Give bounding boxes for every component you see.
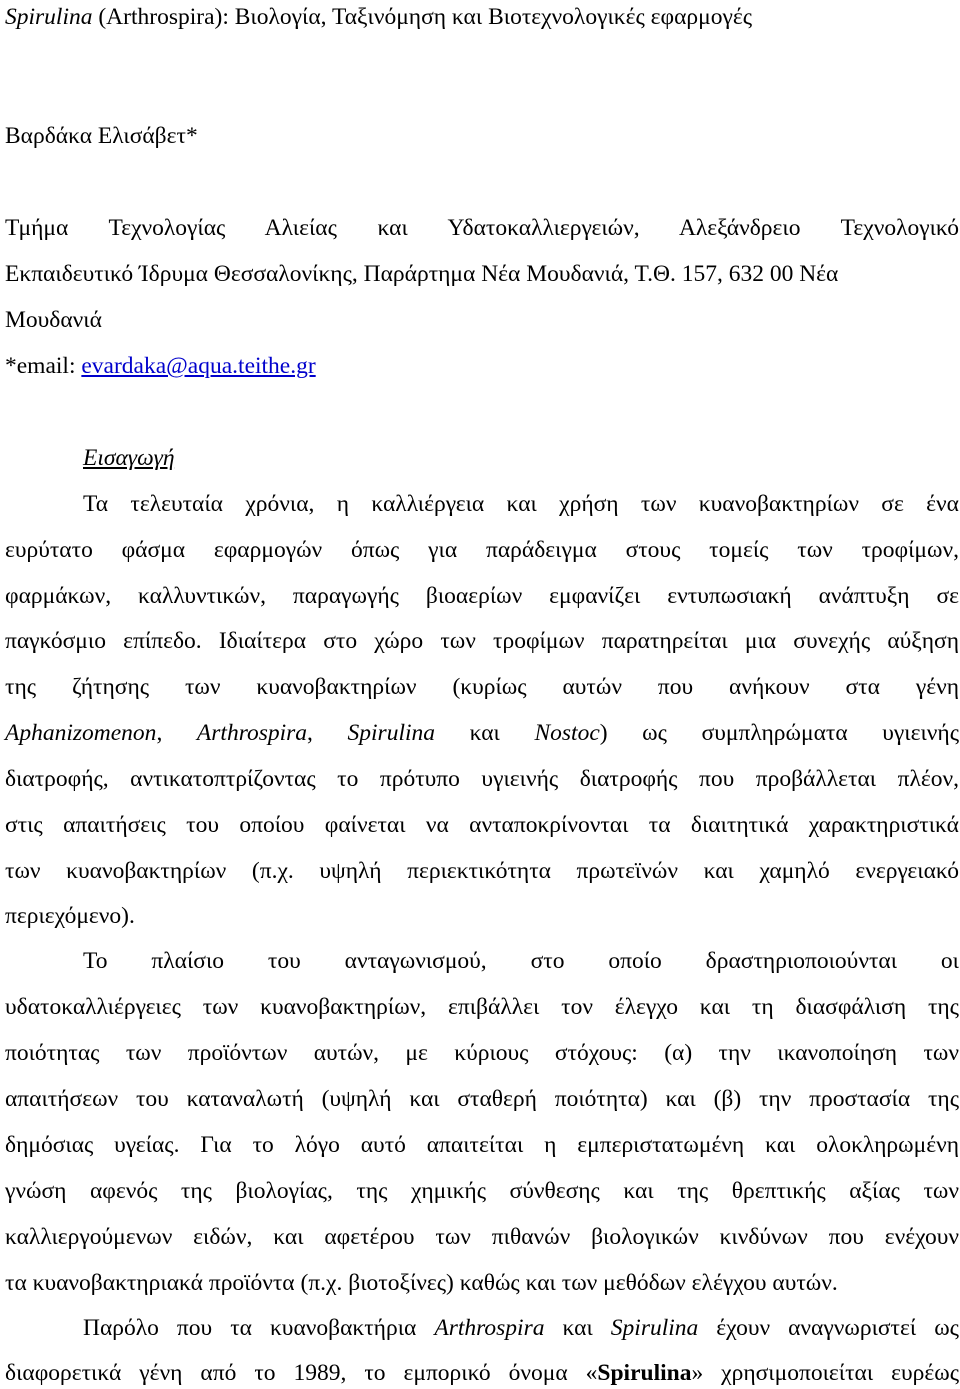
p2-line-5: δημόσιας υγείας. Για το λόγο αυτό απαιτείται η εμπεριστατωμένη και ολοκληρωμένη	[5, 1132, 959, 1158]
p1-line-6	[5, 718, 959, 748]
p2-line-4: απαιτήσεων του καταναλωτή (υψηλή και σταθερή ποιότητα) και (β) την προστασία της	[5, 1086, 959, 1112]
genus-arthrospira: Arthrospira	[434, 1315, 545, 1341]
p2-line-2: υδατοκαλλιέργειες των κυανοβακτηρίων, επιβάλλει τον έλεγχο και τη διασφάλιση της	[5, 994, 959, 1020]
p1-line-1: Τα τελευταία χρόνια, η καλλιέργεια και χρήση των κυανοβακτηρίων σε ένα	[83, 491, 959, 517]
section-heading-text: Εισαγωγή	[83, 445, 175, 471]
email-label: *email:	[5, 353, 82, 379]
p1-line-7: διατροφής, αντικατοπτρίζοντας το πρότυπο υγιεινής διατροφής που προβάλλεται πλέον,	[5, 766, 959, 792]
p1-line-8: στις απαιτήσεις του οποίου φαίνεται να ανταποκρίνονται τα διαιτητικά χαρακτηριστικά	[5, 812, 959, 838]
p1-line-3: φαρμάκων, καλλυντικών, παραγωγής βιοαερίων εμφανίζει εντυπωσιακή ανάπτυξη σε	[5, 583, 959, 609]
email-line	[5, 351, 316, 381]
p1-line-5: της ζήτησης των κυανοβακτηρίων (κυρίως αυτών που ανήκουν στα γένη	[5, 674, 959, 700]
paper-title	[5, 2, 752, 32]
text-run: έχουν αναγνωριστεί ως	[698, 1315, 959, 1341]
p1-line-10: περιεχόμενο).	[5, 903, 135, 929]
genus-nostoc: Nostoc	[534, 720, 600, 746]
p1-line-9: των κυανοβακτηρίων (π.χ. υψηλή περιεκτικότητα πρωτεϊνών και χαμηλό ενεργειακό	[5, 858, 959, 884]
p2-line-1: Το πλαίσιο του ανταγωνισμού, στο οποίο δραστηριοποιούνται οι	[83, 948, 959, 974]
trade-name-spirulina: Spirulina	[597, 1360, 692, 1386]
text-run: » χρησιμοποιείται ευρέως	[691, 1360, 959, 1386]
genus-arthrospira: Arthrospira	[196, 720, 308, 746]
title-rest: (Arthrospira): Βιολογία, Ταξινόμηση και Βιοτεχνολογικές εφαρμογές	[92, 4, 753, 30]
p2-line-7: καλλιεργούμενων ειδών, και αφετέρου των πιθανών βιολογικών κινδύνων που ενέχουν	[5, 1224, 959, 1250]
p2-line-3: ποιότητας των προϊόντων αυτών, με κύριους στόχους: (α) την ικανοποίηση των	[5, 1040, 959, 1066]
title-genus: Spirulina	[5, 4, 93, 30]
affiliation-line-2: Εκπαιδευτικό Ίδρυμα Θεσσαλονίκης, Παράρτημα Νέα Μουδανιά, Τ.Θ. 157, 632 00 Νέα	[5, 261, 839, 287]
genus-spirulina: Spirulina	[347, 720, 436, 746]
genus-aphanizomenon: Aphanizomenon	[5, 720, 157, 746]
p3-line-1	[83, 1313, 959, 1343]
author-name: Βαρδάκα Ελισάβετ*	[5, 123, 198, 149]
p1-line-4: παγκόσμιο επίπεδο. Ιδιαίτερα στο χώρο των τροφίμων παρατηρείται μια συνεχής αύξηση	[5, 628, 959, 654]
affiliation-line-3: Μουδανιά	[5, 307, 102, 333]
text-run: διαφορετικά γένη από το 1989, το εμπορικό όνομα «	[5, 1360, 598, 1386]
genus-spirulina: Spirulina	[610, 1315, 699, 1341]
text-sep: ,	[156, 720, 197, 746]
text-sep: και	[544, 1315, 611, 1341]
p3-line-2	[5, 1358, 959, 1388]
text-sep: ,	[307, 720, 348, 746]
email-link[interactable]: evardaka@aqua.teithe.gr	[81, 353, 316, 379]
text-sep: και	[435, 720, 535, 746]
p2-line-6: γνώση αφενός της βιολογίας, της χημικής σύνθεσης και της θρεπτικής αξίας των	[5, 1178, 959, 1204]
section-heading	[83, 443, 175, 473]
text-run: Παρόλο που τα κυανοβακτήρια	[83, 1315, 435, 1341]
affiliation-line-1: Τμήμα Τεχνολογίας Αλιείας και Υδατοκαλλιεργειών, Αλεξάνδρειο Τεχνολογικό	[5, 215, 959, 241]
text-run: ) ως συμπληρώματα υγιεινής	[599, 720, 960, 746]
p2-line-8: τα κυανοβακτηριακά προϊόντα (π.χ. βιοτοξίνες) καθώς και των μεθόδων ελέγχου αυτών.	[5, 1270, 838, 1296]
p1-line-2: ευρύτατο φάσμα εφαρμογών όπως για παράδειγμα στους τομείς των τροφίμων,	[5, 537, 959, 563]
